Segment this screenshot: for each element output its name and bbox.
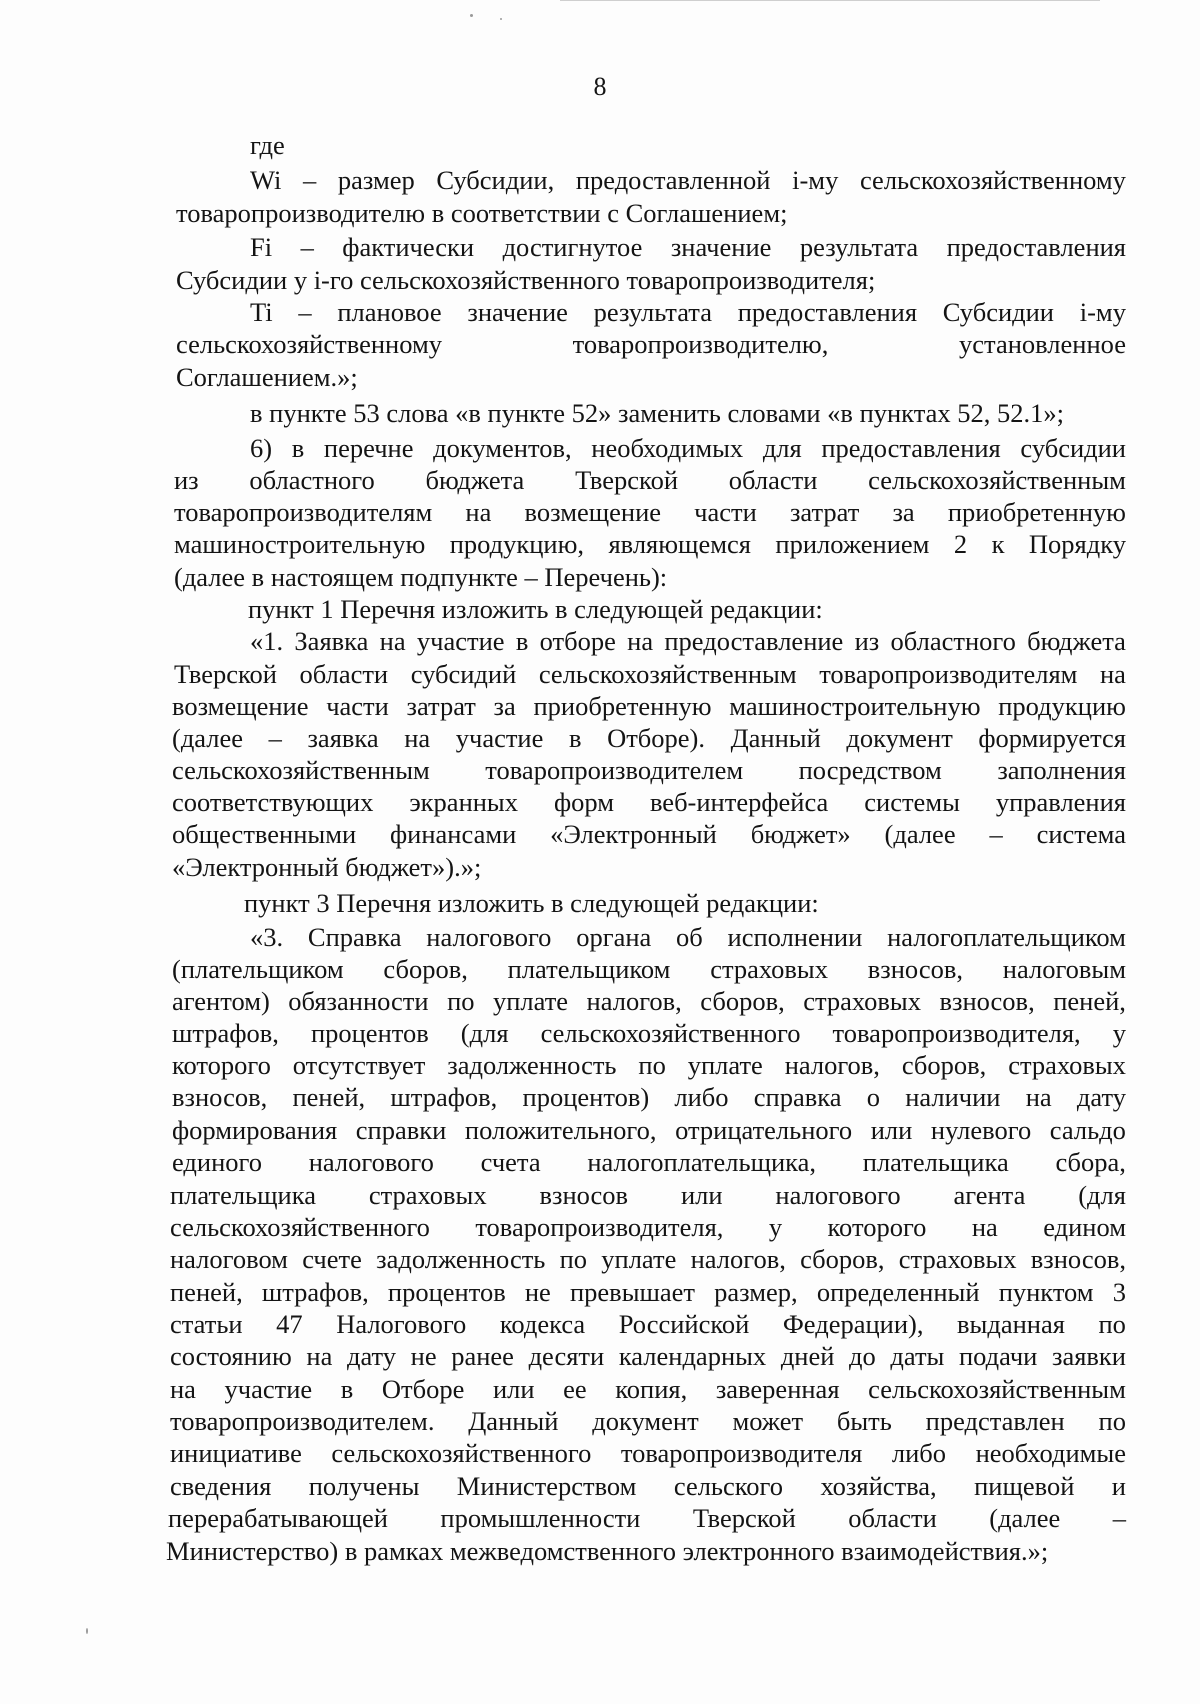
word: части: [694, 497, 757, 527]
word: (для: [460, 1018, 509, 1048]
word: процентов): [522, 1082, 650, 1112]
word: финансами: [390, 819, 517, 849]
word: взносов,: [1030, 1244, 1126, 1274]
word: пунктом: [998, 1277, 1094, 1307]
word: календарных: [618, 1341, 767, 1371]
word: плательщика: [170, 1180, 316, 1210]
word: по: [559, 1244, 588, 1274]
text-line: [172, 817, 1126, 851]
word: по: [1098, 1406, 1126, 1436]
word: результата: [593, 297, 712, 327]
word: «Электронный: [550, 819, 717, 849]
word: на: [404, 723, 431, 753]
word: сельскохозяйственного: [170, 1212, 430, 1242]
word: агентом): [172, 986, 270, 1016]
word: 6): [250, 433, 273, 463]
word: приобретенную: [947, 497, 1126, 527]
word: товаропроизводителя,: [475, 1212, 724, 1242]
word: Заявка: [294, 626, 369, 656]
word: результата: [799, 232, 919, 262]
text-line: [172, 1145, 1126, 1179]
word: установленное: [959, 329, 1126, 359]
word: система: [1036, 819, 1126, 849]
word: у: [768, 1212, 783, 1242]
word: агента: [953, 1180, 1026, 1210]
word: счета: [480, 1147, 541, 1177]
text-line: [174, 463, 1126, 497]
text-line: [170, 1372, 1126, 1406]
text-line: [250, 163, 1126, 197]
word: либо: [674, 1082, 729, 1112]
text-line: [172, 1080, 1126, 1114]
word: достигнутое: [502, 232, 643, 262]
word: продукцию: [998, 691, 1126, 721]
word: товаропроизводителем: [485, 755, 744, 785]
word: кодекса: [499, 1309, 586, 1339]
word: управления: [995, 787, 1126, 817]
word: страховых: [803, 986, 921, 1016]
word: сельского: [673, 1471, 784, 1501]
word: (далее: [172, 723, 244, 753]
word: машиностроительную: [174, 529, 426, 559]
word: страховых: [898, 1244, 1017, 1274]
word: для: [762, 433, 802, 463]
text-line: [250, 295, 1126, 329]
word: превышает: [569, 1277, 696, 1307]
word: страховых: [368, 1180, 487, 1210]
word: форм: [553, 787, 614, 817]
word: –: [989, 819, 1003, 849]
word: налогов,: [784, 1050, 880, 1080]
word: справки: [355, 1115, 447, 1145]
word: отрицательного: [675, 1115, 853, 1145]
word: быть: [836, 1406, 892, 1436]
text-line: [168, 1501, 1126, 1535]
word: налогового: [426, 922, 552, 952]
word: на: [1025, 1082, 1052, 1112]
word: дату: [346, 1341, 397, 1371]
word: i-му: [1079, 297, 1126, 327]
word: страховых: [710, 954, 828, 984]
text-line: Соглашением.»;: [176, 362, 358, 392]
word: к: [991, 529, 1005, 559]
word: Справка: [307, 922, 402, 952]
word: Отборе).: [607, 723, 705, 753]
word: определенный: [816, 1277, 980, 1307]
word: формируется: [978, 723, 1126, 753]
word: процентов: [387, 1277, 506, 1307]
word: Министерством: [456, 1471, 637, 1501]
word: налоговым: [1002, 954, 1126, 984]
text-line: [172, 721, 1126, 755]
text-line: [172, 1113, 1126, 1147]
scan-edge-line: [560, 0, 1100, 1]
word: у: [1112, 1018, 1126, 1048]
word: в: [568, 723, 582, 753]
text-line: [176, 327, 1126, 361]
word: на: [971, 1212, 998, 1242]
word: документов,: [433, 433, 572, 463]
text-line: «Электронный бюджет»).»;: [172, 852, 482, 882]
word: (для: [1078, 1180, 1126, 1210]
word: сборов,: [800, 1244, 885, 1274]
word: промышленности: [440, 1503, 641, 1533]
word: органа: [576, 922, 652, 952]
word: положительного,: [464, 1115, 657, 1145]
word: размер: [337, 165, 415, 195]
text-line: [250, 230, 1126, 264]
text-line: [172, 753, 1126, 787]
word: значение: [467, 297, 568, 327]
word: или: [492, 1374, 535, 1404]
word: общественными: [172, 819, 357, 849]
word: возмещение: [524, 497, 662, 527]
word: в: [291, 433, 305, 463]
word: уплате: [492, 986, 569, 1016]
word: налогового: [308, 1147, 434, 1177]
word: отборе: [539, 626, 616, 656]
word: плательщика: [862, 1147, 1009, 1177]
word: штрафов,: [390, 1082, 498, 1112]
text-line: [172, 952, 1126, 986]
word: взносов: [539, 1180, 629, 1210]
word: i-му: [792, 165, 839, 195]
word: 2: [953, 529, 968, 559]
word: взносов,: [867, 954, 963, 984]
word: участие: [224, 1374, 313, 1404]
word: обязанности: [288, 986, 429, 1016]
text-line: [172, 984, 1126, 1018]
text-line: пункт 1 Перечня изложить в следующей редакции:: [248, 594, 823, 624]
word: по: [638, 1050, 666, 1080]
word: в: [340, 1374, 354, 1404]
word: Субсидии,: [436, 165, 555, 195]
word: из: [174, 465, 199, 495]
word: (далее: [884, 819, 956, 849]
word: об: [676, 922, 703, 952]
text-line: товаропроизводителю в соответствии с Соглашением;: [176, 198, 788, 228]
text-line: [170, 1242, 1126, 1276]
text-line: [250, 431, 1126, 465]
text-line: [174, 495, 1126, 529]
word: бюджет»: [750, 819, 851, 849]
word: –: [298, 297, 312, 327]
word: статьи: [170, 1309, 243, 1339]
word: предоставления: [737, 297, 918, 327]
word: взносов,: [939, 986, 1035, 1016]
text-line: [172, 1048, 1126, 1082]
word: документ: [846, 723, 953, 753]
word: о: [866, 1082, 880, 1112]
word: сборов,: [383, 954, 468, 984]
word: 47: [276, 1309, 303, 1339]
word: десяти: [528, 1341, 605, 1371]
word: сборов,: [901, 1050, 987, 1080]
word: продукцию,: [449, 529, 585, 559]
word: субсидии: [1020, 433, 1126, 463]
scan-speck: [86, 1628, 88, 1634]
word: налогоплательщиком: [887, 922, 1126, 952]
text-line: [172, 785, 1126, 819]
word: задолженность: [447, 1050, 617, 1080]
text-line: [170, 1436, 1126, 1470]
word: размер,: [714, 1277, 798, 1307]
word: Wi: [250, 165, 282, 195]
word: на: [379, 626, 406, 656]
scan-speck: [500, 18, 502, 20]
word: соответствующих: [172, 787, 374, 817]
word: документ: [592, 1406, 699, 1436]
text-line: [170, 1275, 1126, 1309]
word: страховых: [1008, 1050, 1126, 1080]
word: заявки: [1051, 1341, 1126, 1371]
word: Российской: [618, 1309, 750, 1339]
word: подачи: [958, 1341, 1038, 1371]
word: которого: [172, 1050, 271, 1080]
text-line: [170, 1210, 1126, 1244]
word: Ti: [250, 297, 273, 327]
word: сельскохозяйственным: [172, 755, 430, 785]
word: уплате: [687, 1050, 763, 1080]
text-line: пункт 3 Перечня изложить в следующей редакции:: [244, 888, 819, 918]
word: может: [732, 1406, 804, 1436]
word: необходимые: [975, 1438, 1126, 1468]
word: Данный: [468, 1406, 559, 1436]
word: предоставленной: [575, 165, 771, 195]
word: едином: [1043, 1212, 1126, 1242]
word: товаропроизводителя,: [832, 1018, 1081, 1048]
word: не: [524, 1277, 551, 1307]
word: предоставление: [664, 626, 844, 656]
word: затрат: [789, 497, 860, 527]
word: по: [1098, 1309, 1126, 1339]
word: сельскохозяйственным: [538, 659, 797, 689]
word: необходимых: [591, 433, 744, 463]
word: приложением: [775, 529, 930, 559]
word: дату: [1076, 1082, 1126, 1112]
word: Порядку: [1028, 529, 1126, 559]
word: товаропроизводителям: [174, 497, 433, 527]
text-line: [170, 1404, 1126, 1438]
word: фактически: [342, 232, 475, 262]
word: получены: [308, 1471, 420, 1501]
word: 3: [1112, 1277, 1126, 1307]
word: сведения: [170, 1471, 272, 1501]
word: перерабатывающей: [168, 1503, 388, 1533]
word: Fi: [250, 232, 273, 262]
text-line: [170, 1469, 1126, 1503]
word: пищевой: [974, 1471, 1075, 1501]
word: –: [1112, 1503, 1126, 1533]
word: плательщиком: [507, 954, 671, 984]
text-line: [250, 624, 1126, 658]
word: Налогового: [336, 1309, 467, 1339]
word: единого: [172, 1147, 262, 1177]
word: сальдо: [1049, 1115, 1126, 1145]
word: предоставления: [821, 433, 1001, 463]
word: налогового: [775, 1180, 901, 1210]
word: копия,: [615, 1374, 688, 1404]
word: товаропроизводителем.: [170, 1406, 435, 1436]
word: на: [465, 497, 492, 527]
word: процентов: [310, 1018, 429, 1048]
word: (далее: [989, 1503, 1061, 1533]
word: налоговом: [170, 1244, 288, 1274]
word: экранных: [409, 787, 518, 817]
word: пеней,: [170, 1277, 243, 1307]
word: товаропроизводителя: [620, 1438, 863, 1468]
word: налогов,: [586, 986, 682, 1016]
word: Тверской: [174, 659, 277, 689]
word: участие: [455, 723, 544, 753]
word: значение: [670, 232, 772, 262]
word: сельскохозяйственному: [176, 329, 442, 359]
text-line: где: [250, 130, 285, 160]
word: или: [870, 1115, 913, 1145]
word: сельскохозяйственным: [868, 465, 1126, 495]
word: товаропроизводителю,: [572, 329, 829, 359]
word: заявка: [307, 723, 379, 753]
word: на: [306, 1341, 333, 1371]
text-line: [174, 657, 1126, 691]
word: уплате: [601, 1244, 677, 1274]
word: затрат: [406, 691, 476, 721]
word: товаропроизводителям: [819, 659, 1078, 689]
word: выданная: [957, 1309, 1065, 1339]
word: исполнении: [727, 922, 863, 952]
word: Отборе: [381, 1374, 465, 1404]
word: области: [299, 659, 389, 689]
word: на: [627, 626, 654, 656]
word: являющемся: [608, 529, 751, 559]
word: –: [300, 232, 314, 262]
text-line: [172, 1016, 1126, 1050]
word: либо: [891, 1438, 947, 1468]
word: ее: [563, 1374, 587, 1404]
word: «3.: [250, 922, 284, 952]
word: или: [680, 1180, 723, 1210]
word: на: [1100, 659, 1126, 689]
text-line: [170, 1339, 1126, 1373]
text-line: [250, 920, 1126, 954]
word: справка: [753, 1082, 842, 1112]
word: представлен: [925, 1406, 1065, 1436]
word: системы: [864, 787, 960, 817]
word: Тверской: [575, 465, 679, 495]
text-line: Субсидии у i-го сельскохозяйственного товаропроизводителя;: [176, 265, 876, 295]
word: –: [268, 723, 282, 753]
word: ранее: [451, 1341, 514, 1371]
word: участие: [416, 626, 505, 656]
word: штрафов,: [261, 1277, 369, 1307]
word: сельскохозяйственному: [859, 165, 1126, 195]
word: сборов,: [700, 986, 785, 1016]
word: инициативе: [170, 1438, 302, 1468]
word: плановое: [337, 297, 442, 327]
word: предоставления: [946, 232, 1126, 262]
word: нулевого: [930, 1115, 1032, 1145]
word: Тверской: [692, 1503, 796, 1533]
word: области: [848, 1503, 937, 1533]
word: счете: [302, 1244, 362, 1274]
text-line: [170, 1178, 1126, 1212]
word: по: [447, 986, 475, 1016]
text-line: Министерство) в рамках межведомственного электронного взаимодействия.»;: [166, 1536, 1049, 1566]
word: не: [410, 1341, 437, 1371]
word: задолженность: [376, 1244, 546, 1274]
word: из: [854, 626, 880, 656]
word: бюджета: [425, 465, 525, 495]
text-line: [172, 689, 1126, 723]
word: заполнения: [997, 755, 1126, 785]
word: состоянию: [170, 1341, 292, 1371]
text-line: [170, 1307, 1126, 1341]
word: субсидий: [410, 659, 517, 689]
word: которого: [827, 1212, 927, 1242]
word: сельскохозяйственного: [540, 1018, 801, 1048]
word: формирования: [172, 1115, 338, 1145]
word: Субсидии: [942, 297, 1054, 327]
word: и: [1111, 1471, 1126, 1501]
word: на: [170, 1374, 196, 1404]
word: области: [728, 465, 818, 495]
word: пеней,: [292, 1082, 366, 1112]
word: веб-интерфейса: [649, 787, 829, 817]
word: сельскохозяйственным: [868, 1374, 1126, 1404]
word: за: [892, 497, 915, 527]
word: сбора,: [1055, 1147, 1126, 1177]
word: в: [515, 626, 529, 656]
word: перечне: [323, 433, 414, 463]
word: –: [302, 165, 317, 195]
word: хозяйства,: [820, 1471, 937, 1501]
scan-speck: [470, 14, 473, 17]
word: дней: [780, 1341, 835, 1371]
word: Федерации),: [782, 1309, 924, 1339]
word: Данный: [730, 723, 821, 753]
word: приобретенную: [533, 691, 712, 721]
word: областного: [890, 626, 1016, 656]
page-number: 8: [593, 72, 607, 101]
word: бюджета: [1027, 626, 1126, 656]
word: заверенная: [715, 1374, 840, 1404]
word: «1.: [250, 626, 284, 656]
word: наличии: [905, 1082, 1001, 1112]
word: налогов,: [690, 1244, 786, 1274]
word: сельскохозяйственного: [331, 1438, 592, 1468]
word: возмещение: [172, 691, 309, 721]
word: штрафов,: [172, 1018, 279, 1048]
word: налогоплательщика,: [587, 1147, 817, 1177]
word: до: [849, 1341, 876, 1371]
word: части: [326, 691, 389, 721]
word: пеней,: [1053, 986, 1126, 1016]
word: (плательщиком: [172, 954, 344, 984]
word: посредством: [798, 755, 942, 785]
word: взносов,: [172, 1082, 268, 1112]
text-line: [174, 527, 1126, 561]
text-line: в пункте 53 слова «в пункте 52» заменить словами «в пунктах 52, 52.1»;: [250, 398, 1064, 428]
word: машиностроительную: [729, 691, 981, 721]
text-line: (далее в настоящем подпункте – Перечень):: [174, 562, 668, 592]
word: отсутствует: [292, 1050, 426, 1080]
word: даты: [890, 1341, 945, 1371]
word: областного: [249, 465, 375, 495]
word: за: [493, 691, 516, 721]
